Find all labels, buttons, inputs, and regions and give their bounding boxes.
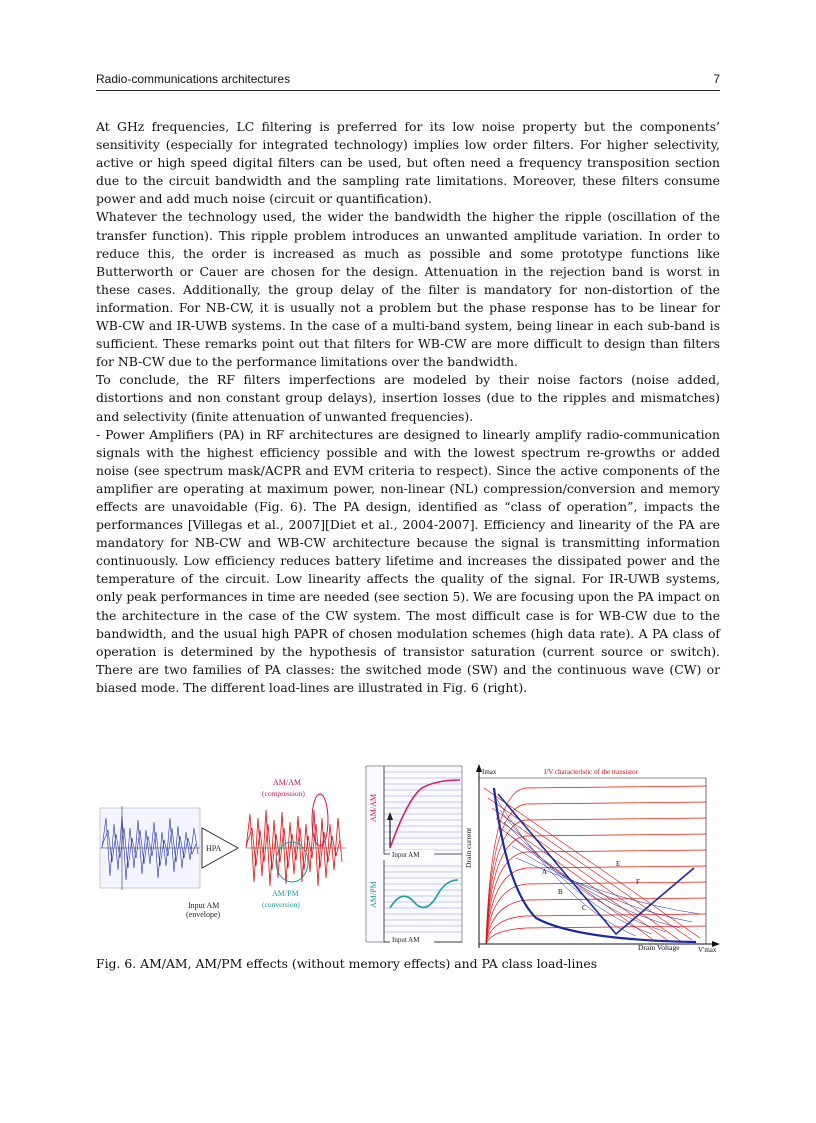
ampm-axis-label: AM/PM [369,881,378,908]
paragraph-4: - Power Amplifiers (PA) in RF architectures are designed to linearly amplify radio-communication signals with the highest efficiency possible and with the lowest spectrum re-growths or added noise (see spectrum mask/ACPR and EVM criteria to respect). Since the active components of the amplifier are operating at maximum power, non-linear (NL) compression/conversion and memory effects are unavoidable (Fig. 6). The PA design, identified as “class of operation”, impacts the performances [Villegas et al., 2007][Diet et al., 2004-2007]. Efficiency and linearity of the PA are mandatory for NB-CW and WB-CW architecture because the signal is transmitting information continuously. Low efficiency reduces battery lifetime and increases the dissipated power and the temperature of the circuit. Low linearity affects the quality of the signal. For IR-UWB systems, only peak performances in time are needed (see section 5). We are focusing upon the PA impact on the architecture in the case of the CW system. The most difficult case is for WB-CW due to the bandwidth, and the usual high PAPR of chosen modulation schemes (high data rate). A PA class of operation is determined by the hypothesis of transistor saturation (current source or switch). There are two families of PA classes: the switched mode (SW) and the continuous wave (CW) or biased mode. The different load-lines are illustrated in Fig. 6 (right). [96,426,720,695]
load-lines [484,788,700,942]
paragraph-3: To conclude, the RF filters imperfections are modeled by their noise factors (noise added, distortions and non constant group delays), insertion losses (due to the ripples and mismatches) and selectivity (finite attenuation of unwanted frequencies). [96,372,720,424]
figure-caption: Fig. 6. AM/AM, AM/PM effects (without memory effects) and PA class load-lines [96,956,598,971]
figure-6 [96,758,720,954]
vmax-label: V'max [698,946,717,954]
iv-red-curves [486,786,706,944]
output-signal-panel [246,778,346,909]
class-mark-b: B [558,888,563,896]
page-number: 7 [713,72,720,86]
class-mark-f: F [636,878,640,886]
load-lines-chart [464,764,720,954]
class-mark-a: A [542,868,548,876]
running-title: Radio-communications architectures [96,72,291,86]
class-mark-e: E [616,860,621,868]
imax-label: Imax [482,768,497,776]
class-mark-c: C [582,904,587,912]
drain-voltage-label: Drain Voltage [638,943,680,952]
paragraph-1: At GHz frequencies, LC filtering is preferred for its low noise property but the components’ sensitivity (especially for integrated technology) implies low order filters. For higher selectivity, active or high speed digital filters can be used, but often need a frequency transposition section due to the circuit bandwidth and the sampling rate limitations. Moreover, these filters consume power and add much noise (circuit or quantification). [96,119,720,207]
amam-axis-label: AM/AM [369,793,378,822]
hpa-block [202,828,238,868]
input-am-label: Input AM [188,901,220,910]
figure-6-graphic [96,758,720,954]
iv-title: I/V characteristic of the transistor [544,768,638,776]
body-text [96,118,720,697]
am-curves-panel [366,766,462,944]
ampm-label: AM/PM [272,889,299,898]
input-am-axis-bottom: Input AM [392,936,420,944]
hpa-label: HPA [206,844,222,853]
compression-label: (compression) [262,789,305,798]
paragraph-2: Whatever the technology used, the wider the bandwidth the higher the ripple (oscillation of the transfer function). This ripple problem introduces an unwanted amplitude variation. In order to reduce this, the order is increased as much as possible and some prototype functions like Butterworth or Cauer are chosen for the design. Attenuation in the rejection band is worst in these cases. Additionally, the group delay of the filter is mandatory for non-distortion of the information. For NB-CW, it is usually not a problem but the phase response has to be linear for WB-CW and IR-UWB systems. In the case of a multi-band system, being linear in each sub-band is sufficient. These remarks point out that filters for WB-CW are more difficult to design than filters for NB-CW due to the performance limitations over the bandwidth. [96,209,720,370]
input-am-axis-top: Input AM [392,851,420,859]
drain-current-label: Drain current [464,827,473,868]
envelope-label: (envelope) [186,910,221,919]
amam-label: AM/AM [273,778,302,787]
running-header [96,72,720,91]
conversion-label: (conversion) [262,900,300,909]
